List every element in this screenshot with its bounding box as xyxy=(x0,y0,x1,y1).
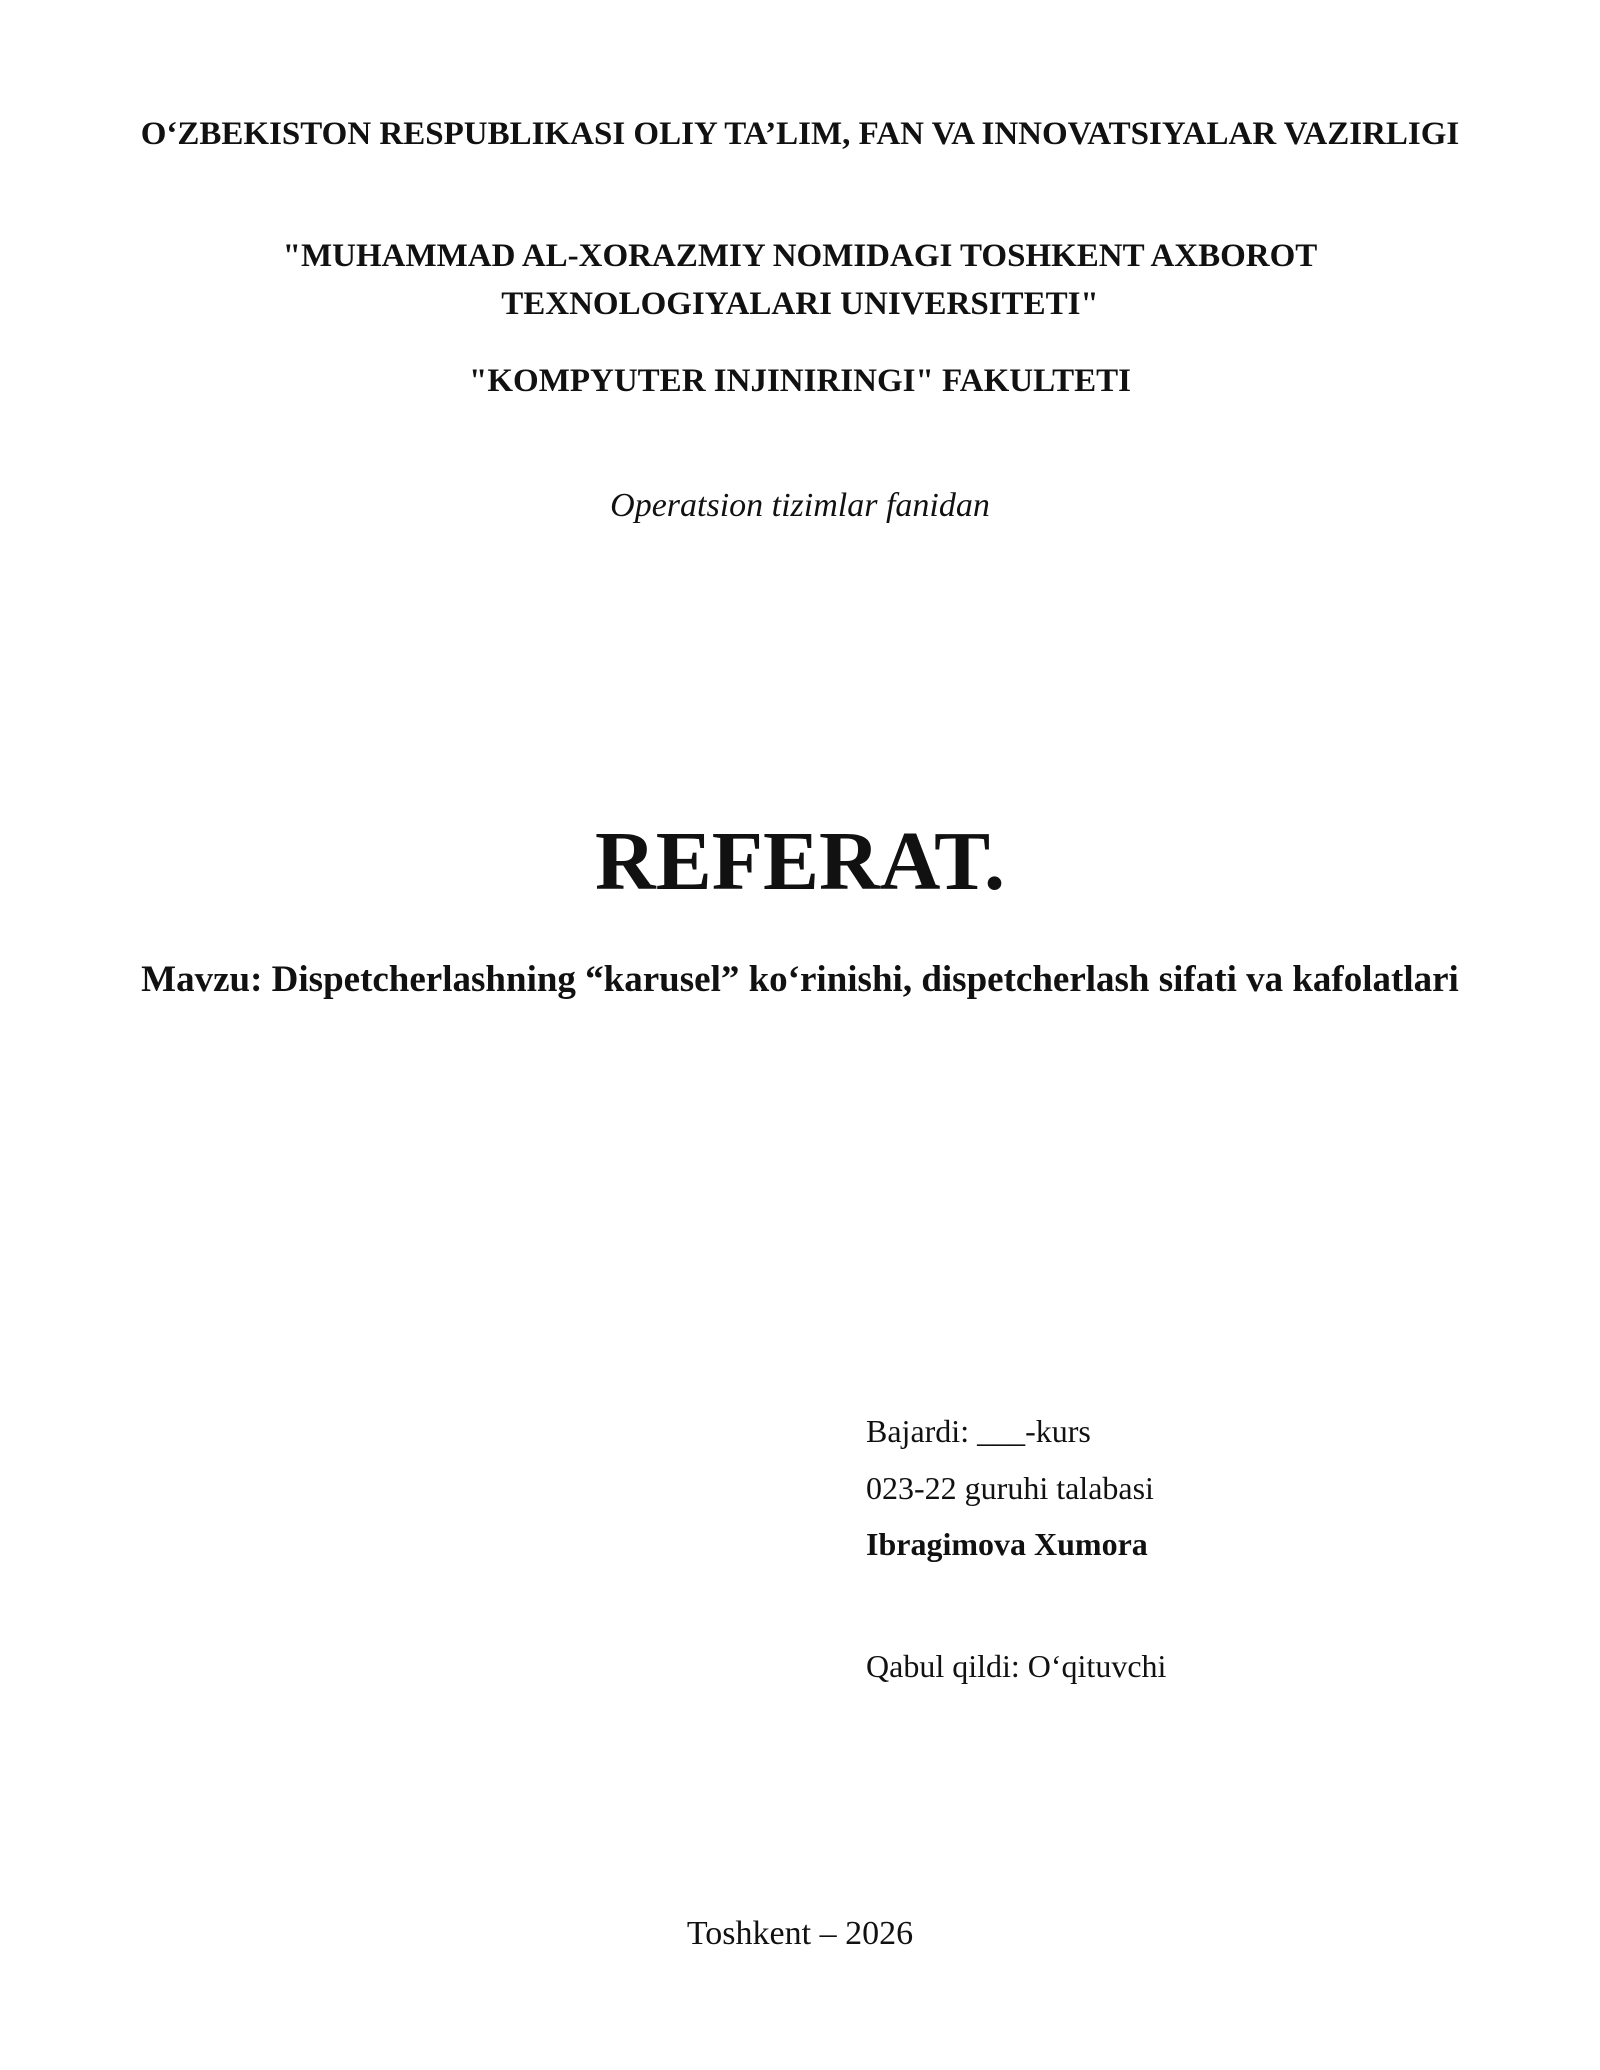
faculty-heading: "KOMPYUTER INJINIRINGI" FAKULTETI xyxy=(469,363,1131,399)
ministry-heading: O‘ZBEKISTON RESPUBLIKASI OLIY TA’LIM, FAN VA INNOVATSIYALAR VAZIRLIGI xyxy=(140,116,1460,152)
accepted-by-line: Qabul qildi: O‘qituvchi xyxy=(866,1648,1167,1684)
subject-line: Operatsion tizimlar fanidan xyxy=(610,487,990,524)
performed-by-line: Bajardi: ___-kurs xyxy=(866,1413,1091,1449)
document-type-title: REFERAT. xyxy=(595,815,1005,908)
group-line: 023-22 guruhi talabasi xyxy=(866,1470,1154,1506)
place-year-footer: Toshkent – 2026 xyxy=(686,1915,914,1952)
topic-heading: Mavzu: Dispetcherlashning “karusel” ko‘rinishi, dispetcherlash sifati va kafolatlari xyxy=(141,959,1459,1000)
university-heading: "MUHAMMAD AL-XORAZMIY NOMIDAGI TOSHKENT AXBOROT TEXNOLOGIYALARI UNIVERSITETI" xyxy=(282,238,1318,322)
student-name: Ibragimova Xumora xyxy=(866,1526,1148,1562)
